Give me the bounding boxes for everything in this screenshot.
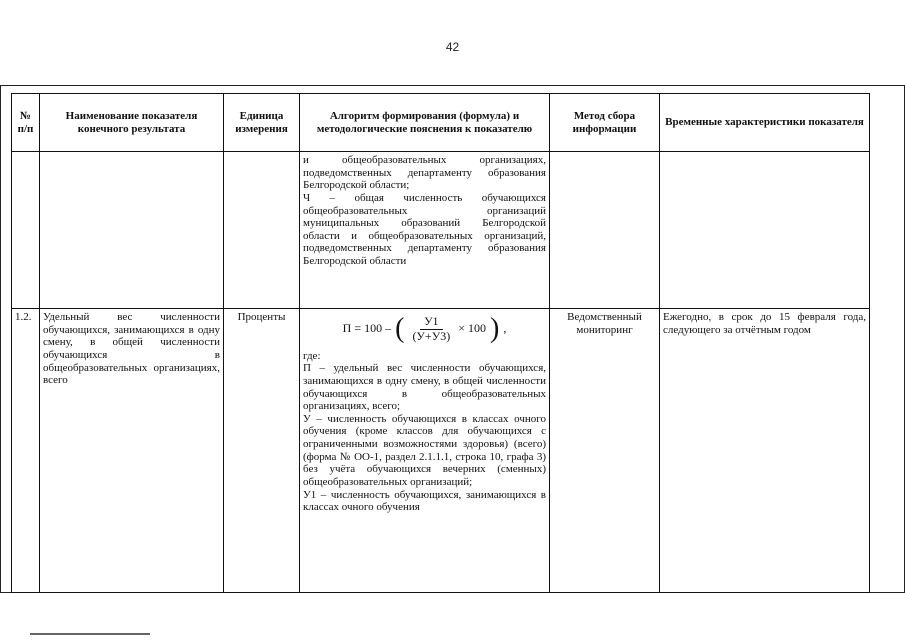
- formula-denominator: (У+У3): [412, 328, 451, 343]
- scan-artifact-line: [30, 633, 150, 635]
- formula-trailing: ,: [503, 321, 507, 336]
- formula: [303, 315, 546, 344]
- algorithm-text: Ч – общая численность обучающихся общеобразовательных организаций муниципальных образований Белгородской области и общеобразовательных организаций, подведомственных департаменту образования Белгородской области: [303, 191, 546, 268]
- cell-empty: [40, 152, 224, 309]
- header-unit: Единица измерения: [224, 94, 300, 152]
- cell-algorithm-continuation: [300, 152, 550, 309]
- scan-edge-top: [0, 85, 905, 86]
- header-algorithm: Алгоритм формирования (формула) и методологические пояснения к показателю: [300, 94, 550, 152]
- scan-edge-left: [0, 85, 1, 593]
- formula-open-paren: (: [395, 313, 405, 345]
- cell-unit: Проценты: [224, 309, 300, 593]
- table-header-row: [12, 94, 870, 152]
- header-timing: Временные характеристики показателя: [660, 94, 870, 152]
- header-name: Наименование показателя конечного результата: [40, 94, 224, 152]
- table-row-indicator: [12, 309, 870, 593]
- page-number: 42: [445, 40, 460, 54]
- algorithm-text: где:: [303, 349, 321, 362]
- cell-empty: [224, 152, 300, 309]
- table-row-continuation: [12, 152, 870, 309]
- indicator-table: [11, 93, 870, 593]
- cell-empty: [660, 152, 870, 309]
- cell-timing: Ежегодно, в срок до 15 февраля года, следующего за отчётным годом: [660, 309, 870, 593]
- algorithm-text: У – численность обучающихся в классах очного обучения (кроме классов для обучающихся с ограниченными возможностями здоровья) (всего) (форма № ОО-1, раздел 2.1.1.1, строка 10, графа 3) без учёта обучающихся вечерних (сменных) общеобразовательных организаций;: [303, 412, 546, 488]
- cell-empty: [12, 152, 40, 309]
- header-method: Метод сбора информации: [550, 94, 660, 152]
- header-number: № п/п: [12, 94, 40, 152]
- cell-method: Ведомственный мониторинг: [550, 309, 660, 593]
- cell-number: 1.2.: [12, 309, 40, 593]
- algorithm-text: П – удельный вес численности обучающихся, занимающихся в одну смену, в общей численности обучающихся в общеобразовательных организациях, всего;: [303, 362, 546, 413]
- algorithm-text: и общеобразовательных организациях, подведомственных департаменту образования Белгородской области;: [303, 154, 546, 192]
- cell-algorithm: [300, 309, 550, 593]
- formula-fraction: [408, 315, 454, 344]
- algorithm-text: У1 – численность обучающихся, занимающихся в классах очного обучения: [303, 488, 546, 514]
- cell-indicator-name: Удельный вес численности обучающихся, занимающихся в одну смену, в общей численности обучающихся в общеобразовательных организациях, всего: [40, 309, 224, 593]
- formula-rhs: × 100: [458, 321, 486, 336]
- formula-close-paren: ): [489, 313, 500, 345]
- formula-numerator: У1: [420, 315, 443, 330]
- formula-lhs: П = 100 –: [342, 321, 392, 336]
- cell-empty: [550, 152, 660, 309]
